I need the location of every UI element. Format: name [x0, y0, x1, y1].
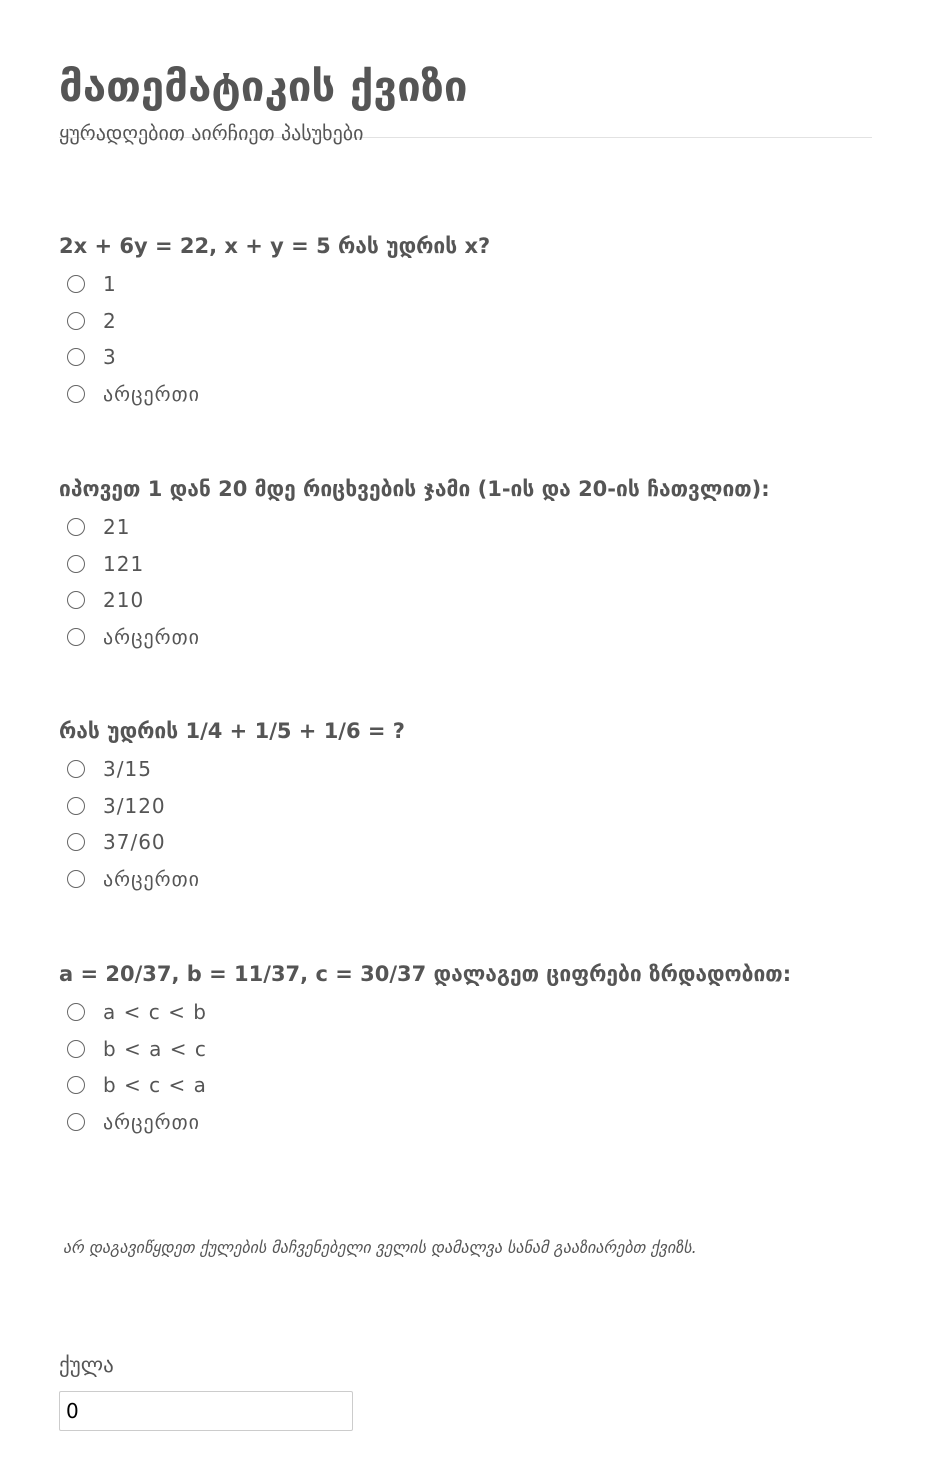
option-2[interactable] [59, 303, 872, 340]
option-label: 37/60 [103, 830, 166, 855]
radio-button[interactable] [67, 385, 85, 403]
question-text: a = 20/37, b = 11/37, c = 30/37 დალაგეთ ციფრები ზრდადობით: [59, 962, 792, 986]
radio-button[interactable] [67, 833, 85, 851]
option-label: a < c < b [103, 1000, 207, 1025]
option-label: 3 [103, 345, 117, 370]
page-title: მათემატიკის ქვიზი [59, 62, 468, 111]
option-1[interactable] [59, 266, 872, 303]
radio-button[interactable] [67, 1003, 85, 1021]
question-text: 2x + 6y = 22, x + y = 5 რას უდრის x? [59, 234, 491, 258]
radio-button[interactable] [67, 1076, 85, 1094]
radio-button[interactable] [67, 275, 85, 293]
radio-button[interactable] [67, 348, 85, 366]
option-label: 1 [103, 272, 117, 297]
option-label: არცერთი [103, 1109, 200, 1134]
question-text: იპოვეთ 1 დან 20 მდე რიცხვების ჯამი (1-ის და 20-ის ჩათვლით): [59, 477, 770, 501]
option-1[interactable] [59, 509, 872, 546]
score-input[interactable] [59, 1391, 353, 1431]
option-label: 2 [103, 308, 117, 333]
option-4[interactable] [59, 619, 872, 656]
radio-button[interactable] [67, 555, 85, 573]
option-label: 21 [103, 515, 131, 540]
option-1[interactable] [59, 751, 872, 788]
option-label: არცერთი [103, 624, 200, 649]
option-3[interactable] [59, 339, 872, 376]
option-2[interactable] [59, 788, 872, 825]
options-list [59, 266, 872, 412]
option-3[interactable] [59, 824, 872, 861]
radio-button[interactable] [67, 760, 85, 778]
question-3 [59, 716, 872, 897]
option-2[interactable] [59, 1031, 872, 1068]
option-3[interactable] [59, 582, 872, 619]
option-label: b < c < a [103, 1073, 207, 1098]
page-subtitle: ყურადღებით აირჩიეთ პასუხები [59, 121, 364, 145]
radio-button[interactable] [67, 870, 85, 888]
options-list [59, 994, 872, 1140]
option-4[interactable] [59, 376, 872, 413]
quiz-form [59, 0, 872, 1377]
radio-button[interactable] [67, 797, 85, 815]
option-label: 210 [103, 588, 145, 613]
hide-score-note: არ დაგავიწყდეთ ქულების მაჩვენებელი ველის დამალვა სანამ გააზიარებთ ქვიზს. [63, 1238, 697, 1257]
radio-button[interactable] [67, 1040, 85, 1058]
radio-button[interactable] [67, 591, 85, 609]
form-header [59, 0, 872, 145]
option-label: 3/15 [103, 757, 152, 782]
question-4 [59, 959, 872, 1140]
radio-button[interactable] [67, 312, 85, 330]
question-2 [59, 474, 872, 655]
radio-button[interactable] [67, 518, 85, 536]
question-text: რას უდრის 1/4 + 1/5 + 1/6 = ? [59, 719, 405, 743]
radio-button[interactable] [67, 628, 85, 646]
option-2[interactable] [59, 546, 872, 583]
option-3[interactable] [59, 1067, 872, 1104]
options-list [59, 509, 872, 655]
score-label: ქულა [59, 1353, 114, 1377]
option-label: არცერთი [103, 381, 200, 406]
option-label: b < a < c [103, 1036, 207, 1061]
option-label: არცერთი [103, 866, 200, 891]
option-label: 121 [103, 551, 145, 576]
question-1 [59, 231, 872, 412]
option-4[interactable] [59, 1104, 872, 1141]
option-1[interactable] [59, 994, 872, 1031]
radio-button[interactable] [67, 1113, 85, 1131]
option-4[interactable] [59, 861, 872, 898]
option-label: 3/120 [103, 793, 166, 818]
options-list [59, 751, 872, 897]
